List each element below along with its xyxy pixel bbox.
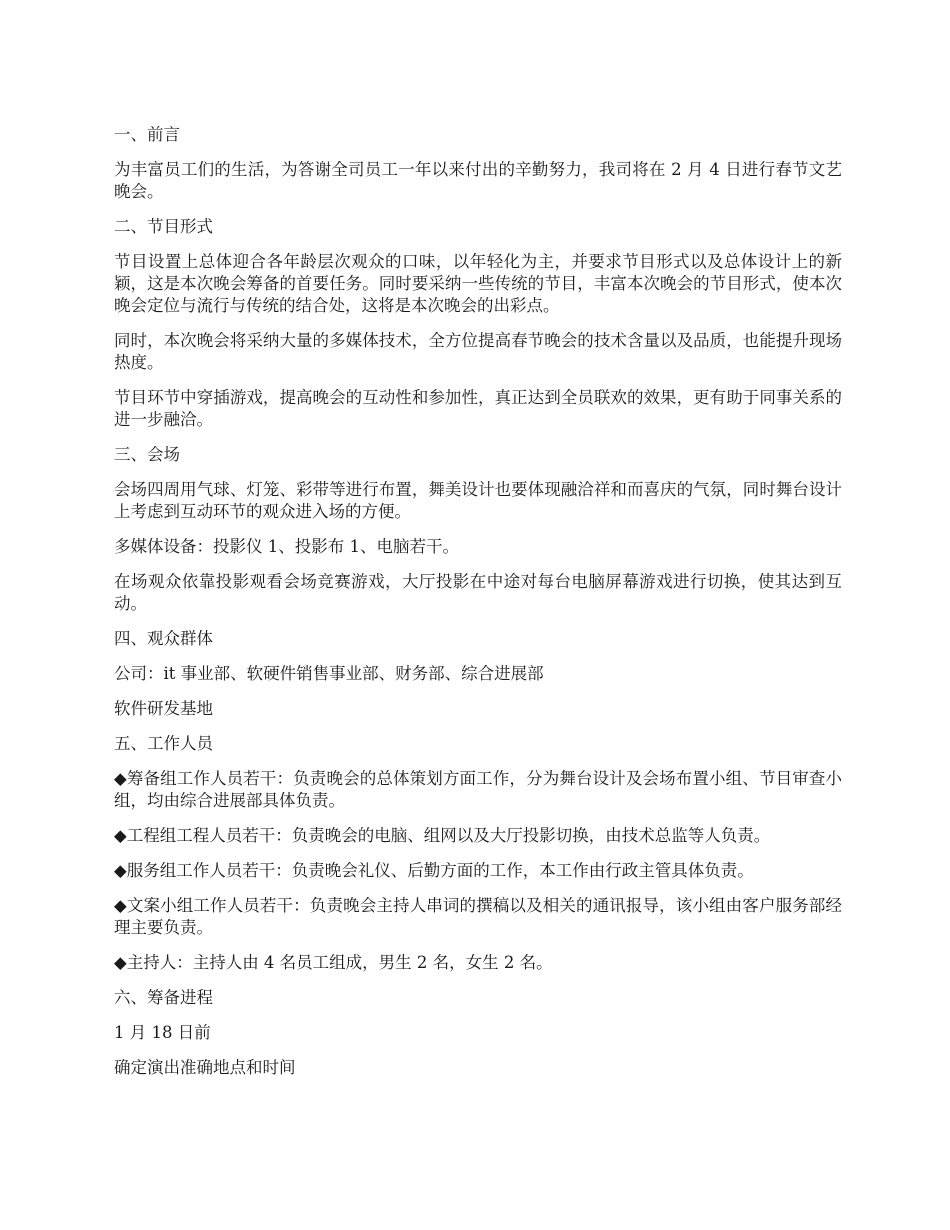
section-heading-preface: 一、前言 (114, 125, 180, 144)
section-heading-schedule: 六、筹备进程 (114, 988, 213, 1007)
paragraph-venue-1: 会场四周用气球、灯笼、彩带等进行布置，舞美设计也要体现融洽祥和而喜庆的气氛，同时舞台设计上考虑到互动环节的观众进入场的方便。 (114, 480, 842, 521)
list-item-staff-engineering: ◆工程组工程人员若干：负责晚会的电脑、组网以及大厅投影切换，由技术总监等人负责。 (114, 826, 771, 845)
paragraph-venue-equipment: 多媒体设备：投影仪 1、投影布 1、电脑若干。 (114, 537, 459, 556)
paragraph-program-format-1: 节目设置上总体迎合各年龄层次观众的口味，以年轻化为主，并要求节目形式以及总体设计上的新颖，这是本次晚会筹备的首要任务。同时要采纳一些传统的节目，丰富本次晚会的节目形式，使本次晚会定位与流行与传统的结合处，这将是本次晚会的出彩点。 (114, 252, 842, 315)
section-heading-program-format: 二、节目形式 (114, 217, 213, 236)
section-heading-staff: 五、工作人员 (114, 734, 213, 753)
paragraph-preface: 为丰富员工们的生活，为答谢全司员工一年以来付出的辛勤努力，我司将在 2 月 4 日进行春节文艺晚会。 (114, 160, 842, 201)
paragraph-audience-company: 公司：it 事业部、软硬件销售事业部、财务部、综合进展部 (114, 664, 544, 683)
paragraph-program-format-3: 节目环节中穿插游戏，提高晚会的互动性和参加性，真正达到全员联欢的效果，更有助于同事关系的进一步融洽。 (114, 388, 842, 429)
document-body (114, 124, 842, 1092)
list-item-staff-copywriting: ◆文案小组工作人员若干：负责晚会主持人串词的撰稿以及相关的通讯报导，该小组由客户服务部经理主要负责。 (114, 896, 842, 937)
list-item-staff-host: ◆主持人：主持人由 4 名员工组成，男生 2 名，女生 2 名。 (114, 953, 553, 972)
section-heading-venue: 三、会场 (114, 445, 180, 464)
list-item-staff-prep: ◆筹备组工作人员若干：负责晚会的总体策划方面工作，分为舞台设计及会场布置小组、节目审查小组，均由综合进展部具体负责。 (114, 769, 842, 810)
paragraph-venue-2: 在场观众依靠投影观看会场竞赛游戏，大厅投影在中途对每台电脑屏幕游戏进行切换，使其达到互动。 (114, 572, 842, 613)
paragraph-audience-base: 软件研发基地 (114, 699, 213, 718)
paragraph-program-format-2: 同时，本次晚会将采纳大量的多媒体技术，全方位提高春节晚会的技术含量以及品质，也能提升现场热度。 (114, 331, 842, 372)
paragraph-schedule-task: 确定演出准确地点和时间 (114, 1058, 296, 1077)
list-item-staff-service: ◆服务组工作人员若干：负责晚会礼仪、后勤方面的工作，本工作由行政主管具体负责。 (114, 861, 754, 880)
paragraph-schedule-date: 1 月 18 日前 (114, 1023, 211, 1042)
section-heading-audience: 四、观众群体 (114, 629, 213, 648)
